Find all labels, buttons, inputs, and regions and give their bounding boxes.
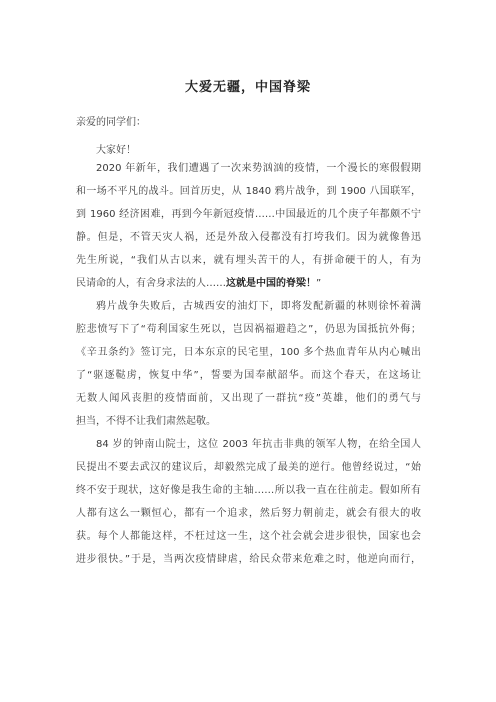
paragraph-1-line: 先生所说，“我们从古以来，就有埋头苦干的人，有拼命硬干的人，有为 [76,255,421,266]
greeting: 大家好！ [96,145,136,156]
paragraph-1-line: 2020 年新年，我们遭遇了一次来势汹汹的疫情，一个漫长的寒假假期 [96,163,421,174]
salutation: 亲爱的同学们： [76,117,146,128]
paragraph-2-line-last: 担当，不得不让我们肃然起敬。 [76,416,216,427]
paragraph-3-line: 终不安于现状，这好像是我生命的主轴……所以我一直在往前走。假如所有 [76,485,421,496]
document-title: 大爱无疆，中国脊梁 [184,80,311,95]
paragraph-3-line: 人都有这么一颗恒心，都有一个追求，然后努力朝前走，就会有很大的收 [76,508,421,519]
paragraph-3-line: 获。每个人都能这样，不枉过这一生，这个社会就会进步很快，国家也会 [76,531,421,542]
paragraph-1-line: 到 1960 经济困难，再到今年新冠疫情……中国最近的几个庚子年都颇不宁 [76,209,421,220]
paragraph-1-text: 民请命的人，有舍身求法的人…… [76,278,226,289]
paragraph-3-line: 进步很快。”于是，当两次疫情肆虐，给民众带来危难之时，他逆向而行， [76,554,421,565]
paragraph-2-line: 了“驱逐鞑虏，恢复中华”，誓要为国奉献韶华。而这个春天，在这场让 [76,370,421,381]
paragraph-2-line: 《辛丑条约》签订完，日本东京的民宅里，100 多个热血青年从内心喊出 [76,347,421,358]
paragraph-1-close-quote: ” [316,278,322,289]
paragraph-1-line: 静。但是，不管天灾人祸，还是外敌入侵都没有打垮我们。因为就像鲁迅 [76,232,421,243]
paragraph-2-line: 腔悲愤写下了“苟利国家生死以，岂因祸福避趋之”，仍思为国抵抗外侮； [76,324,421,335]
paragraph-3-line: 84 岁的钟南山院士，这位 2003 年抗击非典的领军人物，在给全国人 [96,439,421,450]
paragraph-1-line-last [76,277,421,291]
paragraph-2-line: 无数人闻风丧胆的疫情面前，又出现了一群抗“疫”英雄，他们的勇气与 [76,393,421,404]
paragraph-3-line: 民提出不要去武汉的建议后，却毅然完成了最美的逆行。他曾经说过，“始 [76,462,421,473]
paragraph-1-line: 和一场不平凡的战斗。回首历史，从 1840 鸦片战争，到 1900 八国联军， [76,186,421,197]
paragraph-1-bold-statement: 这就是中国的脊梁！ [226,278,316,289]
paragraph-2-line: 鸦片战争失败后，古城西安的油灯下，即将发配新疆的林则徐怀着满 [96,301,421,312]
